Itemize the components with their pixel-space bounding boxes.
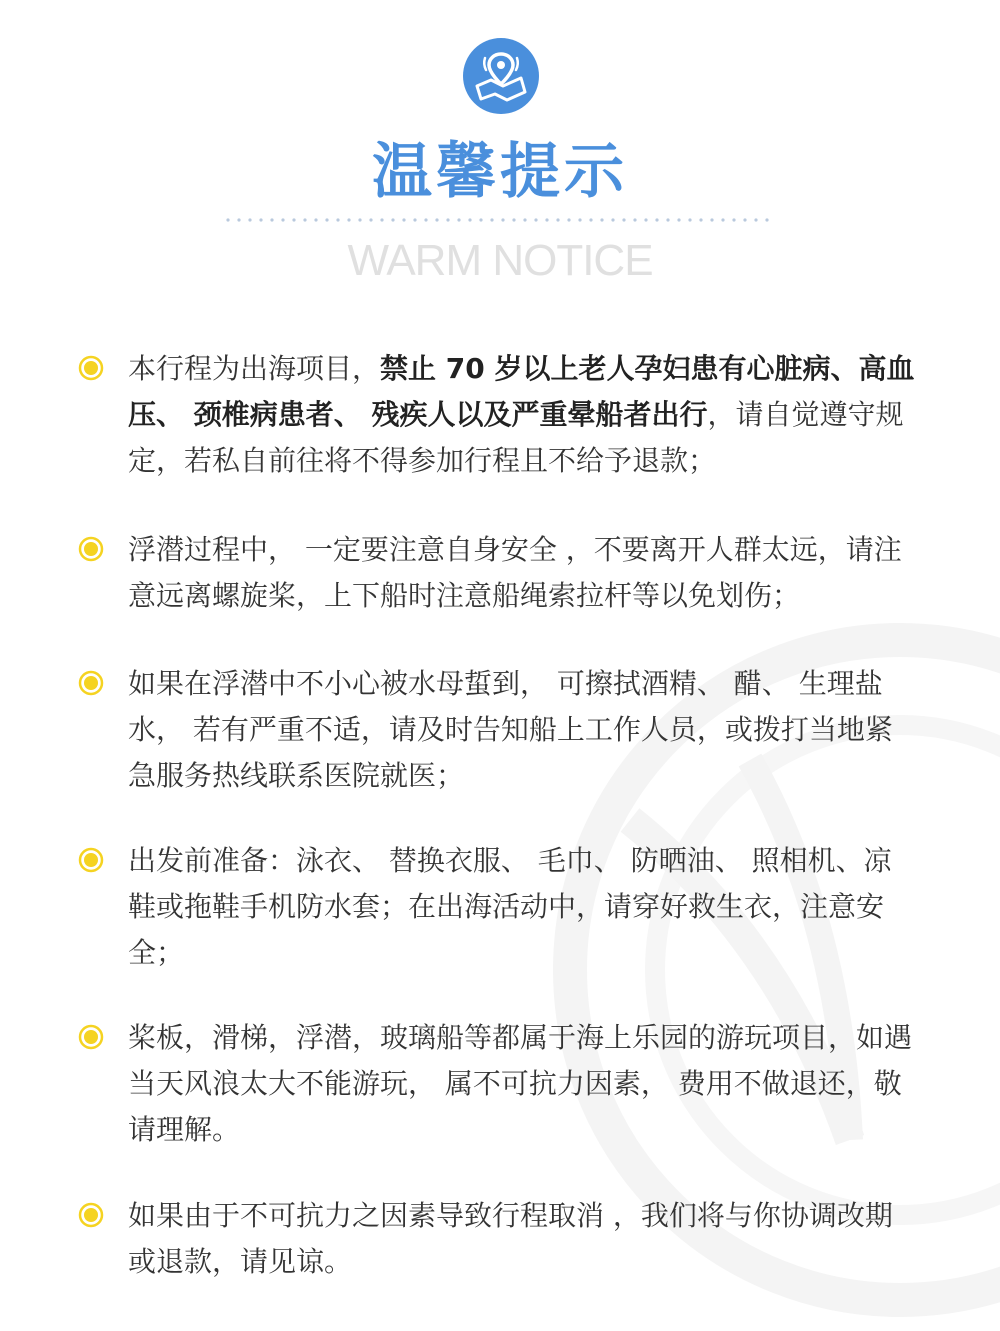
bullet-dot-icon	[78, 847, 104, 873]
page-title: 温馨提示	[372, 137, 628, 207]
dotted-divider	[226, 216, 776, 224]
bullet-dot-icon	[78, 1024, 104, 1050]
notice-bold-text: 禁止 70 岁以上老人孕妇患有心脏病、高血压、 颈椎病患者、 残疾人以及严重晕船者出行	[128, 352, 915, 431]
bullet-dot-icon	[78, 1202, 104, 1228]
notice-text: 桨板，滑梯，浮潜，玻璃船等都属于海上乐园的游玩项目，如遇当天风浪太大不能游玩， 属不可抗力因素， 费用不做退还，敬请理解。	[128, 1021, 913, 1146]
notice-text: 浮潜过程中， 一定要注意自身安全 ，不要离开人群太远，请注意远离螺旋桨，上下船时注意船绳索拉杆等以免划伤；	[128, 533, 902, 612]
notice-text: 如果在浮潜中不小心被水母蜇到， 可擦拭酒精、 醋、 生理盐水， 若有严重不适，请及时告知船上工作人员，或拨打当地紧急服务热线联系医院就医；	[128, 667, 893, 792]
bullet-dot-icon	[78, 670, 104, 696]
notice-text: 本行程为出海项目，禁止 70 岁以上老人孕妇患有心脏病、高血压、 颈椎病患者、 残疾人以及严重晕船者出行，请自觉遵守规定，若私自前往将不得参加行程且不给予退款；	[128, 352, 915, 477]
bullet-dot-icon	[78, 536, 104, 562]
bullet-dot-icon	[78, 355, 104, 381]
notice-text: 出发前准备：泳衣、 替换衣服、 毛巾、 防晒油、 照相机、凉鞋或拖鞋手机防水套；在出海活动中，请穿好救生衣，注意安全；	[128, 844, 892, 969]
notice-text: 如果由于不可抗力之因素导致行程取消 ，我们将与你协调改期或退款，请见谅。	[128, 1199, 893, 1278]
map-location-icon	[461, 36, 541, 116]
page-subtitle: WARM NOTICE	[347, 236, 653, 285]
